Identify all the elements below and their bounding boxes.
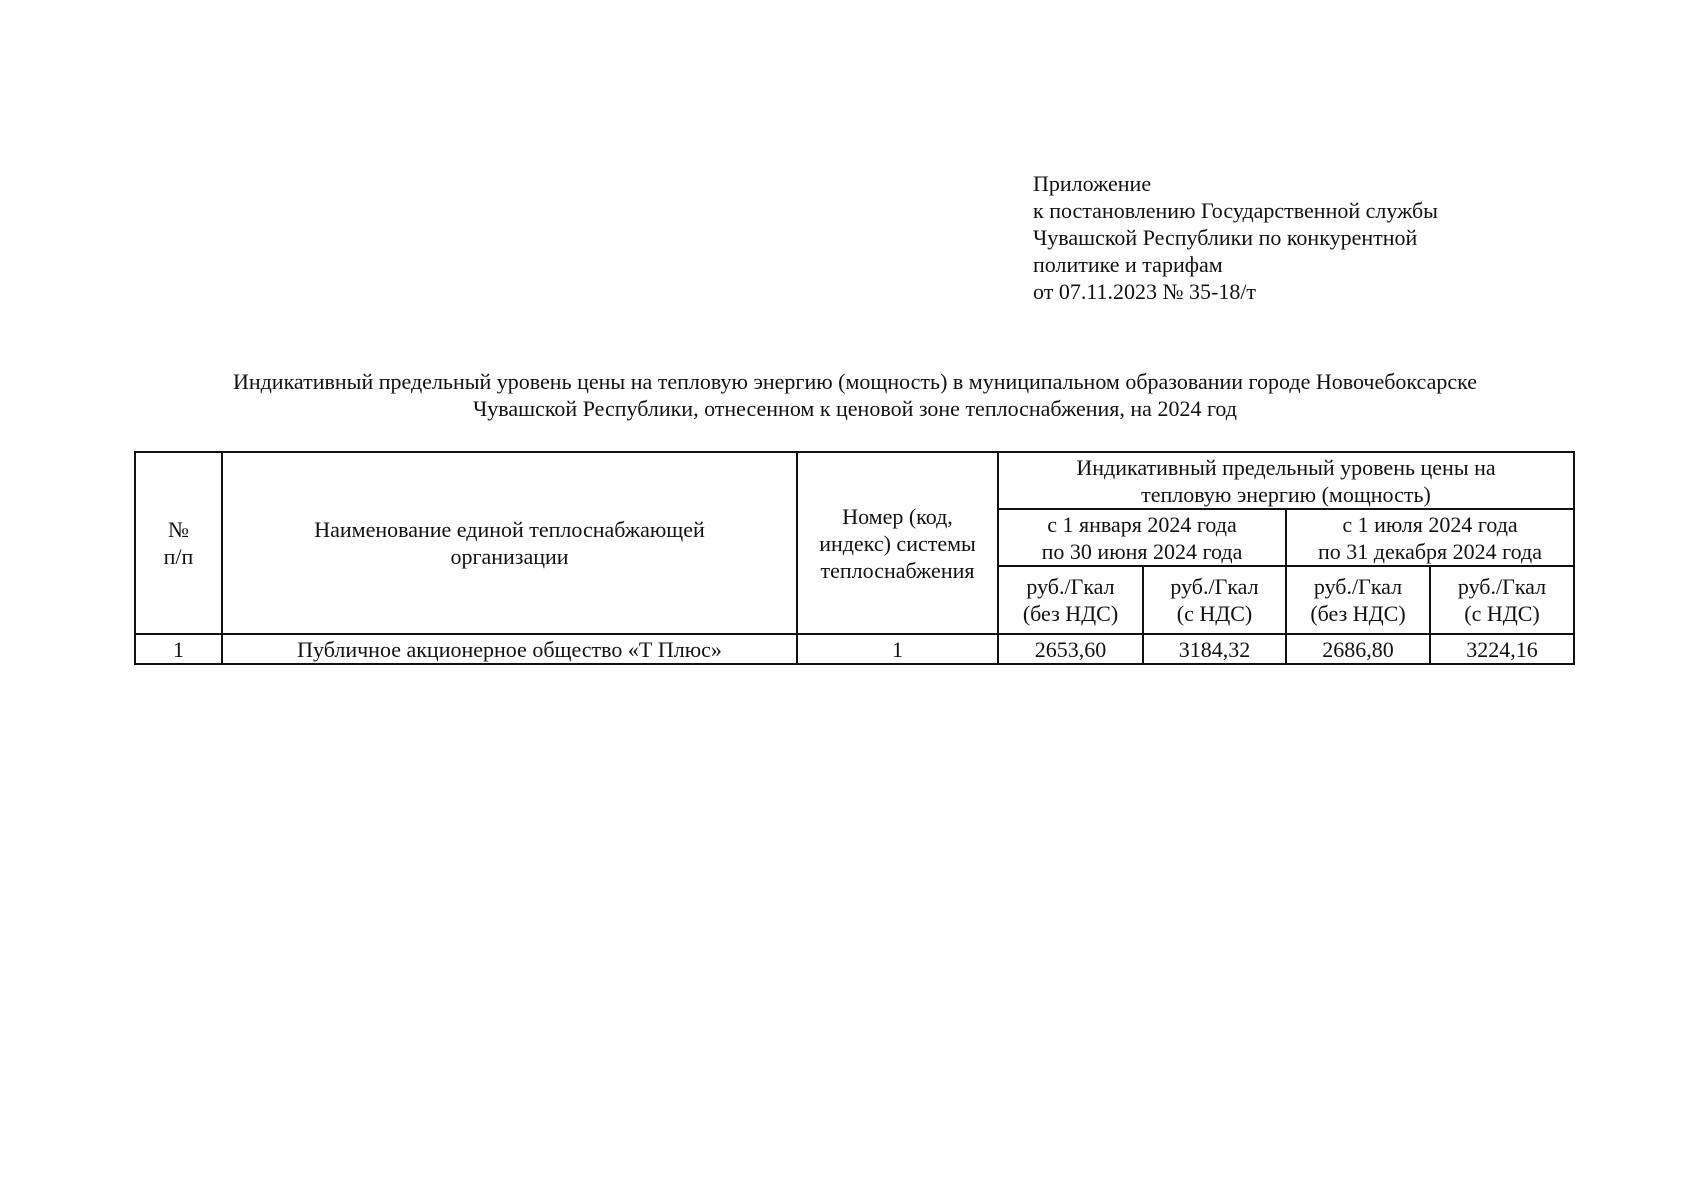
header-number xyxy=(135,452,222,634)
header-unit-period-2-no-vat xyxy=(1286,566,1430,634)
header-organization xyxy=(222,452,797,634)
header-system-code-line-3: теплоснабжения xyxy=(820,557,975,583)
unit-line-2: (с НДС) xyxy=(1176,601,1253,626)
appendix-line: от 07.11.2023 № 35-18/т xyxy=(1033,279,1257,304)
header-organization-line-1: Наименование единой теплоснабжающей xyxy=(314,517,705,542)
header-organization-line-2: организации xyxy=(450,544,569,569)
header-unit-period-2-vat xyxy=(1430,566,1574,634)
appendix-line: к постановлению Государственной службы xyxy=(1033,198,1438,223)
document-title xyxy=(135,368,1575,422)
table-row xyxy=(135,634,1574,664)
cell-system-code: 1 xyxy=(797,634,998,664)
header-period-1-line-1: с 1 января 2024 года xyxy=(1047,511,1237,537)
appendix-line: политике и тарифам xyxy=(1033,252,1223,277)
header-unit-period-1-no-vat xyxy=(998,566,1143,634)
title-line-2: Чувашской Республики, отнесенном к ценовой зоне теплоснабжения, на 2024 год xyxy=(473,396,1237,421)
header-period-2 xyxy=(1286,509,1574,566)
cell-organization: Публичное акционерное общество «Т Плюс» xyxy=(222,634,797,664)
header-number-line-1: № xyxy=(168,517,189,542)
unit-line-1: руб./Гкал xyxy=(1457,574,1547,599)
header-price-level xyxy=(998,452,1574,509)
cell-number: 1 xyxy=(135,634,222,664)
cell-period-1-no-vat: 2653,60 xyxy=(998,634,1143,664)
tariff-table xyxy=(134,451,1575,665)
header-system-code xyxy=(797,452,998,634)
header-system-code-line-1: Номер (код, xyxy=(842,503,953,529)
cell-period-2-vat: 3224,16 xyxy=(1430,634,1574,664)
unit-line-1: руб./Гкал xyxy=(1026,574,1115,599)
header-row-1 xyxy=(135,452,1574,509)
appendix-line: Чувашской Республики по конкурентной xyxy=(1033,225,1418,250)
appendix-block xyxy=(1033,170,1438,305)
cell-period-2-no-vat: 2686,80 xyxy=(1286,634,1430,664)
header-system-code-line-2: индекс) системы xyxy=(819,530,976,556)
header-price-level-line-2: тепловую энергию (мощность) xyxy=(1141,481,1431,507)
header-unit-period-1-vat xyxy=(1143,566,1286,634)
unit-line-1: руб./Гкал xyxy=(1170,574,1259,599)
header-number-line-2: п/п xyxy=(163,544,194,569)
unit-line-2: (без НДС) xyxy=(1310,601,1406,626)
header-period-2-line-2: по 31 декабря 2024 года xyxy=(1318,538,1542,564)
unit-line-2: (без НДС) xyxy=(1022,601,1119,626)
header-period-1 xyxy=(998,509,1286,566)
header-period-1-line-2: по 30 июня 2024 года xyxy=(1041,538,1243,564)
header-price-level-line-1: Индикативный предельный уровень цены на xyxy=(1076,454,1496,480)
appendix-line: Приложение xyxy=(1033,171,1152,196)
title-line-1: Индикативный предельный уровень цены на тепловую энергию (мощность) в муниципальном образовании городе Новочебоксарске xyxy=(232,369,1478,394)
unit-line-1: руб./Гкал xyxy=(1313,574,1403,599)
header-period-2-line-1: с 1 июля 2024 года xyxy=(1342,511,1518,537)
unit-line-2: (с НДС) xyxy=(1464,601,1540,626)
cell-period-1-vat: 3184,32 xyxy=(1143,634,1286,664)
